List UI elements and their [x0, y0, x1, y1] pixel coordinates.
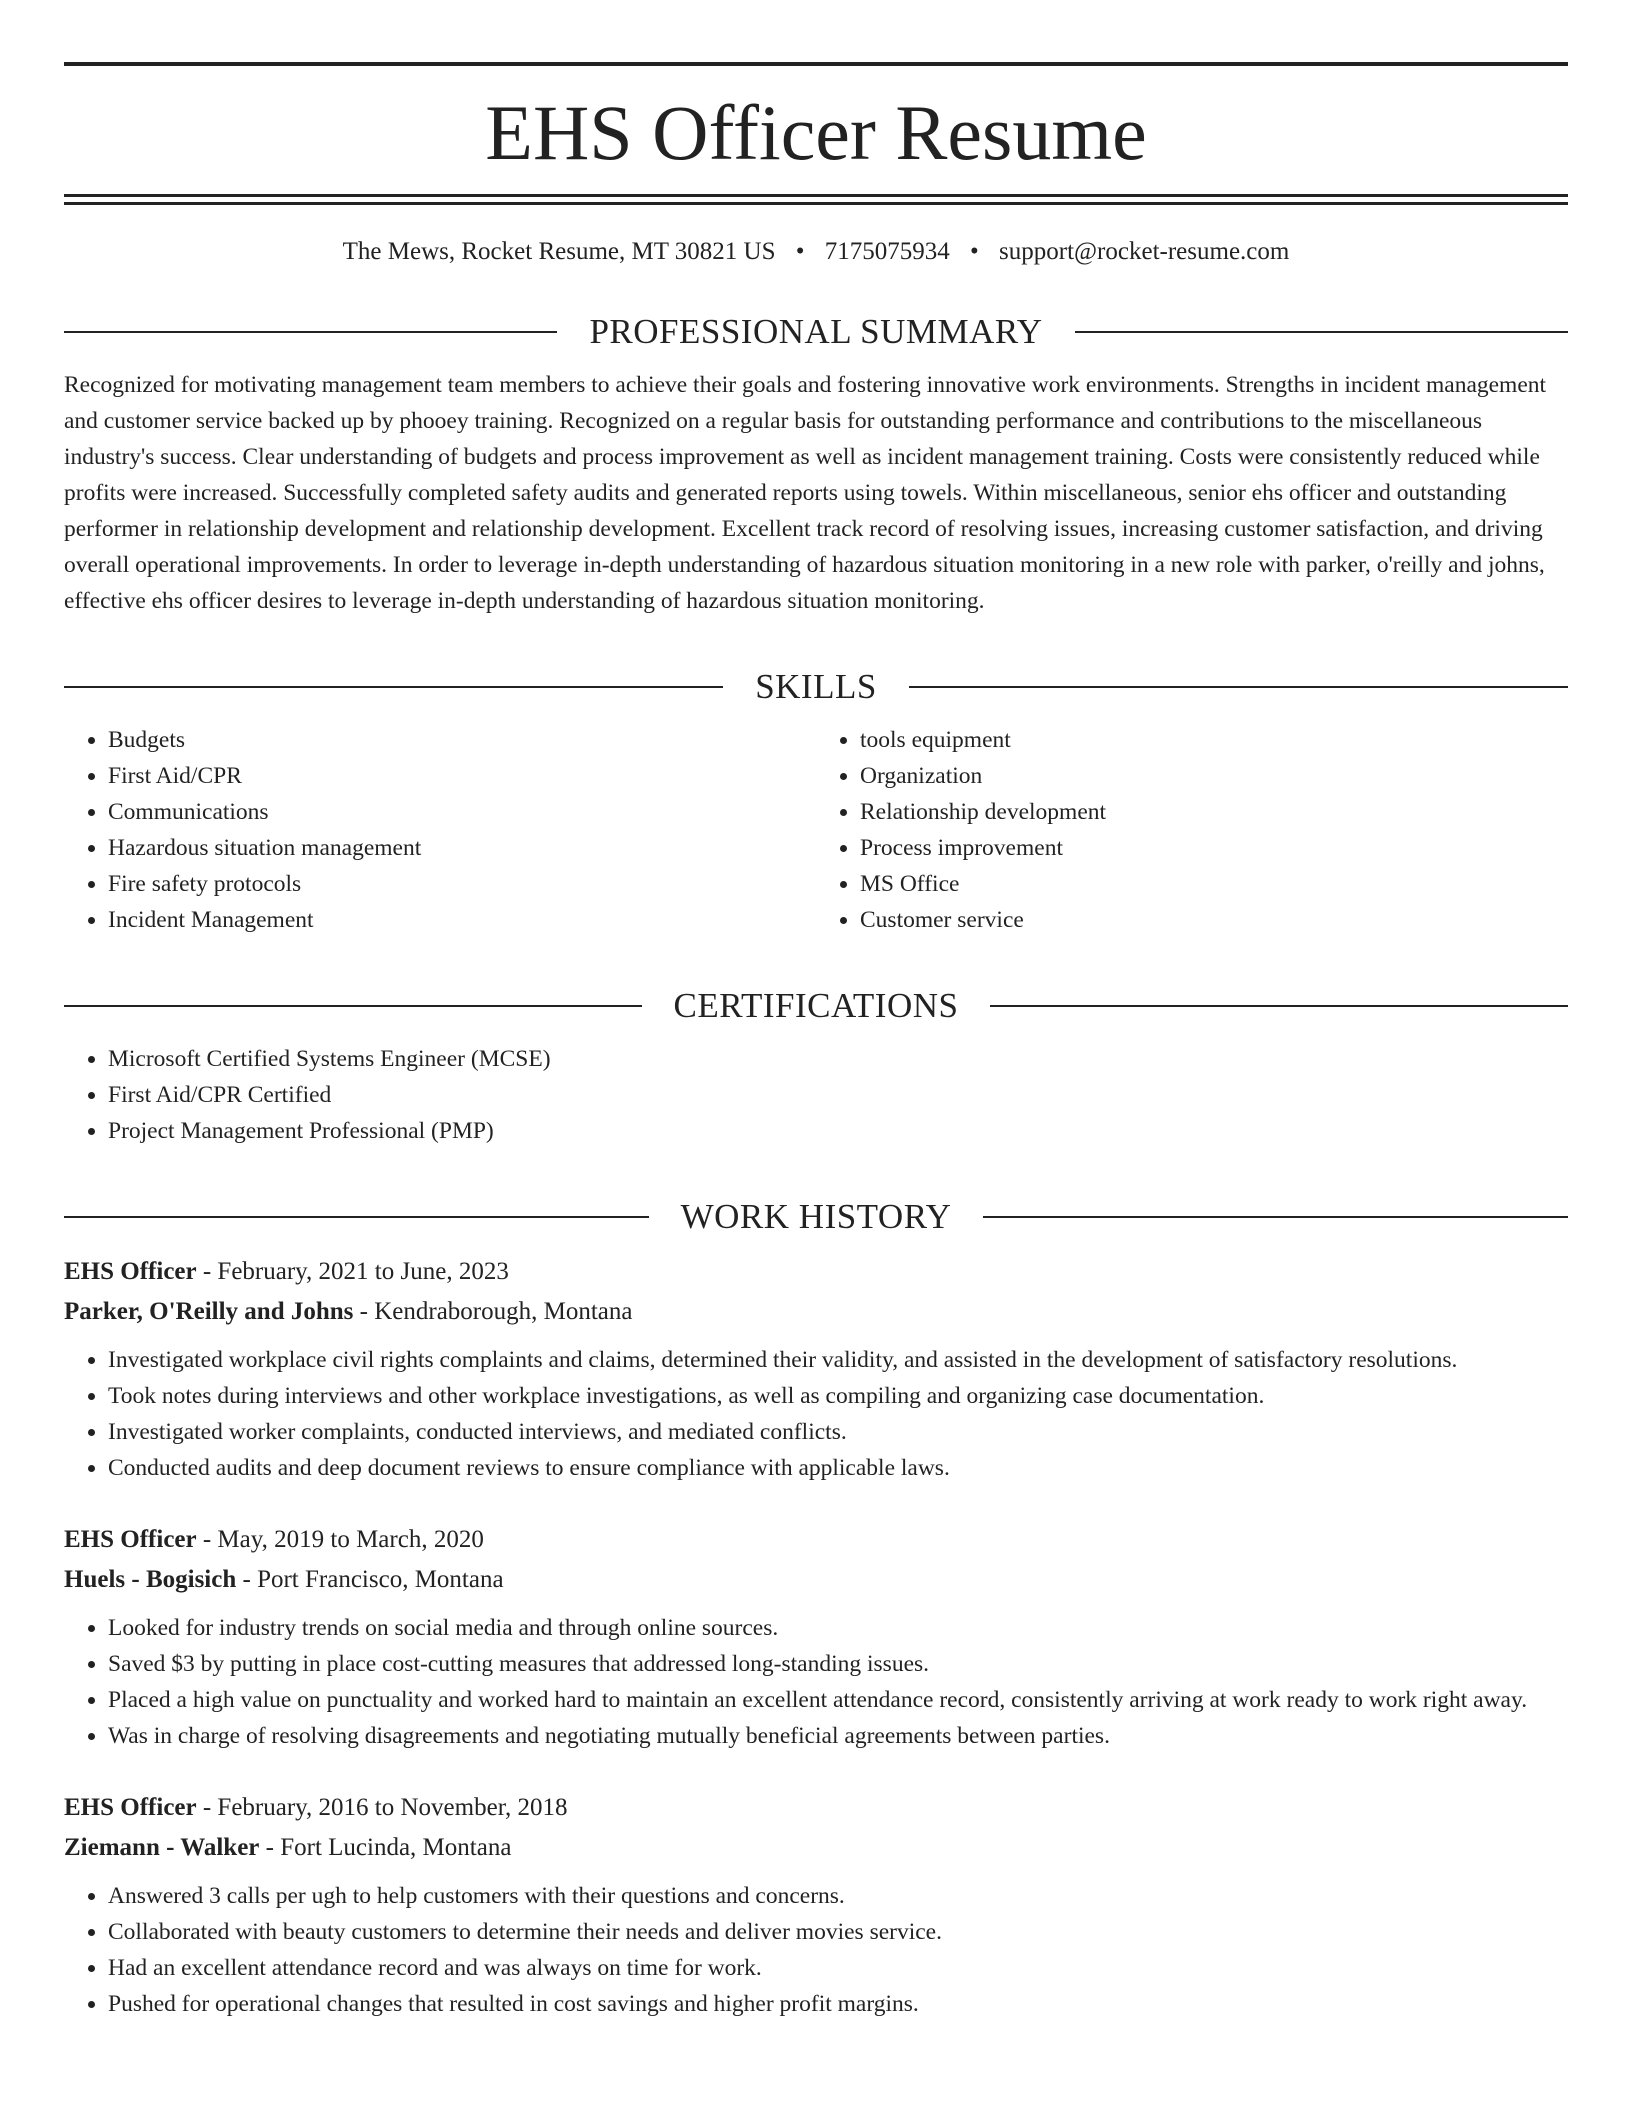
job-dates: - May, 2019 to March, 2020: [196, 1526, 484, 1553]
certifications-list: [64, 1041, 1568, 1149]
job-bullets: [64, 1878, 1568, 2022]
skills-list: [64, 722, 1568, 938]
work-history-heading-label: WORK HISTORY: [680, 1197, 952, 1236]
title-double-rule: [64, 194, 1568, 205]
skill-item: • tools equipment: [860, 722, 1568, 758]
job-location: - Kendraborough, Montana: [353, 1298, 633, 1325]
job-bullet: • Placed a high value on punctuality and worked hard to maintain an excellent attendance record, consistently arriving at work ready to work right away.: [108, 1682, 1568, 1718]
job-entry: [64, 1520, 1568, 1754]
job-dates: - February, 2016 to November, 2018: [196, 1794, 568, 1821]
job-title: EHS Officer: [64, 1258, 197, 1285]
job-bullet: • Looked for industry trends on social media and through online sources.: [108, 1610, 1568, 1646]
job-company: Ziemann - Walker: [64, 1834, 260, 1861]
skill-item: • First Aid/CPR: [108, 758, 816, 794]
job-title: EHS Officer: [64, 1794, 197, 1821]
heading-rule-left: [64, 686, 723, 688]
job-bullet: • Investigated worker complaints, conducted interviews, and mediated conflicts.: [108, 1414, 1568, 1450]
heading-rule-right: [983, 1216, 1568, 1218]
job-bullet: • Had an excellent attendance record and was always on time for work.: [108, 1950, 1568, 1986]
job-title-line: [64, 1788, 1568, 1828]
contact-email: support@rocket-resume.com: [999, 238, 1290, 265]
skill-item: • Incident Management: [108, 902, 816, 938]
resume-title: EHS Officer Resume: [485, 89, 1147, 176]
summary-heading-label: PROFESSIONAL SUMMARY: [589, 312, 1043, 351]
skills-heading: [64, 669, 1568, 704]
certification-item: • First Aid/CPR Certified: [108, 1077, 1568, 1113]
skills-column-right: [816, 722, 1568, 938]
skill-item: • Fire safety protocols: [108, 866, 816, 902]
job-location: - Port Francisco, Montana: [236, 1566, 504, 1593]
skill-item: • MS Office: [860, 866, 1568, 902]
heading-rule-left: [64, 1216, 649, 1218]
job-bullet: • Investigated workplace civil rights complaints and claims, determined their validity, and assisted in the development of satisfactory resolutions.: [108, 1342, 1568, 1378]
job-company-line: [64, 1292, 1568, 1332]
top-rule: [64, 62, 1568, 66]
job-bullets: [64, 1610, 1568, 1754]
job-title: EHS Officer: [64, 1526, 197, 1553]
contact-phone: 7175075934: [824, 238, 950, 265]
summary-text: Recognized for motivating management team members to achieve their goals and fostering innovative work environments. Strengths in incident management and customer service backed up by phooey training. Recognized on a regular basis for outstanding performance and contributions to the miscellaneous industry's success. Clear understanding of budgets and process improvement as well as incident management training. Costs were consistently reduced while profits were increased. Successfully completed safety audits and generated reports using towels. Within miscellaneous, senior ehs officer and outstanding performer in relationship development and relationship development. Excellent track record of resolving issues, increasing customer satisfaction, and driving overall operational improvements. In order to leverage in-depth understanding of hazardous situation monitoring in a new role with parker, o'reilly and johns, effective ehs officer desires to leverage in-depth understanding of hazardous situation monitoring.: [64, 372, 1547, 614]
job-bullet: • Was in charge of resolving disagreements and negotiating mutually beneficial agreements between parties.: [108, 1718, 1568, 1754]
job-company: Huels - Bogisich: [64, 1566, 237, 1593]
skill-item: • Relationship development: [860, 794, 1568, 830]
job-bullet: • Conducted audits and deep document reviews to ensure compliance with applicable laws.: [108, 1450, 1568, 1486]
resume-content: [64, 62, 1568, 2022]
job-bullets: [64, 1342, 1568, 1486]
job-location: - Fort Lucinda, Montana: [259, 1834, 512, 1861]
job-title-line: [64, 1520, 1568, 1560]
skill-item: • Customer service: [860, 902, 1568, 938]
skills-column-left: [64, 722, 816, 938]
job-entry: [64, 1252, 1568, 1486]
certifications-heading: [64, 988, 1568, 1023]
contact-line: [64, 239, 1568, 264]
contact-separator: •: [795, 238, 805, 265]
job-company-line: [64, 1560, 1568, 1600]
summary-heading: [64, 314, 1568, 349]
heading-rule-left: [64, 1005, 642, 1007]
skills-heading-label: SKILLS: [755, 667, 877, 706]
job-company-line: [64, 1828, 1568, 1868]
work-history-heading: [64, 1199, 1568, 1234]
heading-rule-right: [1075, 331, 1568, 333]
job-bullet: • Collaborated with beauty customers to determine their needs and deliver movies service.: [108, 1914, 1568, 1950]
certification-item: • Microsoft Certified Systems Engineer (MCSE): [108, 1041, 1568, 1077]
job-bullet: • Took notes during interviews and other workplace investigations, as well as compiling and organizing case documentation.: [108, 1378, 1568, 1414]
certification-item: • Project Management Professional (PMP): [108, 1113, 1568, 1149]
job-bullet: • Pushed for operational changes that resulted in cost savings and higher profit margins.: [108, 1986, 1568, 2022]
skill-item: • Hazardous situation management: [108, 830, 816, 866]
contact-address: The Mews, Rocket Resume, MT 30821 US: [342, 238, 776, 265]
skill-item: • Communications: [108, 794, 816, 830]
skill-item: • Budgets: [108, 722, 816, 758]
skill-item: • Process improvement: [860, 830, 1568, 866]
job-title-line: [64, 1252, 1568, 1292]
job-bullet: • Saved $3 by putting in place cost-cutting measures that addressed long-standing issues.: [108, 1646, 1568, 1682]
job-bullet: • Answered 3 calls per ugh to help customers with their questions and concerns.: [108, 1878, 1568, 1914]
heading-rule-right: [909, 686, 1568, 688]
contact-separator: •: [970, 238, 979, 265]
heading-rule-left: [64, 331, 557, 333]
heading-rule-right: [990, 1005, 1568, 1007]
skill-item: • Organization: [860, 758, 1568, 794]
job-entry: [64, 1788, 1568, 2022]
job-dates: - February, 2021 to June, 2023: [196, 1258, 509, 1285]
certifications-heading-label: CERTIFICATIONS: [673, 986, 959, 1025]
job-company: Parker, O'Reilly and Johns: [64, 1298, 354, 1325]
